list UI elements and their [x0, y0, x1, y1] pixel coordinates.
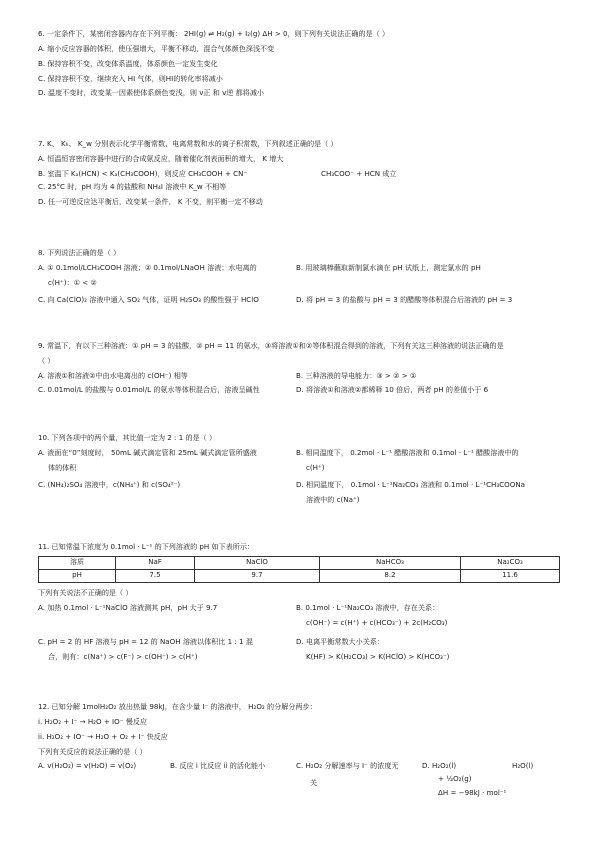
question-10-stem: 10. 下列各项中的两个量，其比值一定为 2 : 1 的是（ ） — [38, 433, 217, 442]
ph-table-value-row — [39, 569, 560, 582]
question-11-option-c[interactable] — [38, 638, 253, 662]
question-7 — [38, 140, 560, 206]
question-7-option-a[interactable]: A. 恒温恒容密闭容器中进行的合成氨反应，随着催化剂表面积的增大， K 增大 — [38, 153, 284, 163]
ph-table-cell: NaF — [116, 556, 195, 569]
question-10-option-d[interactable] — [296, 481, 525, 505]
question-11-option-c-line1: C. pH = 2 的 HF 溶液与 pH = 12 的 NaOH 溶液以体积比 1 : 1 混 — [38, 636, 253, 646]
question-11-option-d[interactable] — [296, 638, 449, 662]
question-6-option-d[interactable]: D. 温度不变时，改变某一因素使体系颜色变浅，则 v正 和 v逆 都将减小 — [38, 88, 265, 98]
ph-table-cell: 溶质 — [39, 556, 116, 569]
question-12-option-c-line1: C. H₂O₂ 分解速率与 I⁻ 的浓度无 — [296, 761, 399, 771]
question-12-stem: 12. 已知分解 1molH₂O₂ 放出热量 98kJ，在含少量 I⁻ 的溶液中， H₂O₂ 的分解分两步： — [38, 702, 317, 711]
question-11-option-a[interactable]: A. 加热 0.1mol · L⁻¹NaClO 溶液测其 pH，pH 大于 9.7 — [38, 602, 218, 612]
question-12-option-d-line3: ΔH = −98kJ · mol⁻¹ — [438, 788, 507, 798]
question-12-step-2: ii. H₂O₂ + IO⁻ → H₂O + O₂ + I⁻ 快反应 — [38, 731, 168, 741]
question-10-option-a-line1: A. 液面在“0”刻度时， 50mL 碱式滴定管和 25mL 碱式滴定管所盛液 — [38, 447, 257, 457]
question-10-option-b[interactable] — [296, 449, 519, 473]
ph-table-cell: NaClO — [195, 556, 320, 569]
question-12-option-b[interactable]: B. 反应 i 比反应 ii 的活化能小 — [170, 761, 266, 771]
question-8 — [38, 249, 560, 308]
question-8-option-a[interactable] — [38, 264, 257, 288]
question-8-option-a-line2: c(H⁺)：① < ② — [48, 277, 97, 287]
question-7-stem: 7. K、 Kₕ、 K_w 分别表示化学平衡常数、电离常数和水的离子积常数，下列叙述正确的是（ ） — [38, 139, 338, 148]
question-10-option-a[interactable] — [38, 449, 257, 473]
question-12 — [38, 703, 560, 822]
ph-table-cell: pH — [39, 569, 116, 582]
question-8-row-ab — [38, 264, 560, 294]
ph-table-cell: 8.2 — [320, 569, 461, 582]
question-12-option-d-line1 — [422, 762, 560, 772]
question-9-row-cd — [38, 386, 560, 398]
question-7-option-b-left: B. 室温下 Kₐ(HCN) < Kₐ(CH₃COOH)，则反应 CH₃COOH + CN⁻ — [38, 168, 248, 178]
ph-table-cell: Na₂CO₃ — [461, 556, 560, 569]
question-6-option-b[interactable]: B. 保持容积不变，改变体系温度，体系颜色一定发生变化 — [38, 58, 218, 68]
question-11-row-ab — [38, 604, 560, 634]
question-12-ask: 下列有关反应的说法正确的是（ ） — [38, 746, 147, 756]
question-7-option-b[interactable] — [38, 170, 560, 182]
question-8-stem: 8. 下列说法正确的是（ ） — [38, 248, 121, 257]
question-12-option-a[interactable]: A. v(H₂O₂) = v(H₂O) = v(O₂) — [38, 761, 137, 771]
question-12-option-d-line2: + ½O₂(g) — [438, 774, 472, 784]
question-11-option-b-line2: c(OH⁻) = c(H⁺) + c(HCO₃⁻) + 2c(H₂CO₃) — [306, 617, 448, 627]
question-6 — [38, 30, 560, 98]
question-7-option-c[interactable]: C. 25°C 时，pH 均为 4 的盐酸和 NH₄I 溶液中 K_w 不相等 — [38, 181, 227, 191]
ph-table-cell: 11.6 — [461, 569, 560, 582]
question-11-option-d-line2: K(HF) > K(H₂CO₃) > K(HClO) > K(HCO₃⁻) — [306, 651, 450, 661]
question-6-option-c[interactable]: C. 保持容积不变，继续充入 HI 气体，则HI的转化率将减小 — [38, 73, 223, 83]
question-11-ask: 下列有关说法不正确的是（ ） — [38, 587, 133, 597]
question-9-stem: 9. 常温下，有以下三种溶液：① pH = 3 的盐酸，② pH = 11 的氨水，③将溶液①和②等体积混合得到的溶液，下列有关这三种溶液的说法正确的是 — [38, 341, 504, 350]
question-11-row-cd — [38, 638, 560, 668]
question-8-option-a-line1: A. ① 0.1mol/LCH₃COOH 溶液；② 0.1mol/LNaOH 溶液；水电离的 — [38, 262, 257, 272]
question-7-option-b-right: CH₃COO⁻ + HCN 成立 — [321, 168, 397, 178]
question-6-option-a[interactable]: A. 缩小反应容器的体积，使压强增大，平衡不移动，混合气体颜色深浅不变 — [38, 43, 275, 53]
ph-table — [38, 556, 560, 583]
ph-table-cell: NaHCO₃ — [320, 556, 461, 569]
question-9-option-b[interactable]: B. 三种溶液的导电能力：③ > ② > ① — [296, 370, 417, 380]
question-11-option-b-line1: B. 0.1mol · L⁻¹Na₂CO₃ 溶液中，存在关系： — [296, 602, 440, 612]
question-8-option-c[interactable]: C. 向 Ca(ClO)₂ 溶液中通入 SO₂ 气体，证明 H₂SO₃ 的酸性强于 HClO — [38, 294, 259, 304]
question-12-step-1: i. H₂O₂ + I⁻ → H₂O + IO⁻ 慢反应 — [38, 716, 148, 726]
question-9-option-d[interactable]: D. 将溶液①和溶液②都稀释 10 倍后，两者 pH 的差值小于 6 — [296, 384, 489, 394]
question-10-option-d-line2: 溶液中的 c(Na⁺) — [306, 494, 360, 504]
question-12-option-d-product: H₂O(l) — [512, 761, 534, 771]
question-12-option-c-line2: 关 — [310, 778, 318, 788]
question-12-option-d[interactable] — [422, 762, 560, 798]
question-8-option-d[interactable]: D. 将 pH = 3 的盐酸与 pH = 3 的醋酸等体积混合后溶液的 pH = 3 — [296, 294, 513, 304]
ph-table-cell: 7.5 — [116, 569, 195, 582]
question-7-option-d[interactable]: D. 任一可逆反应达平衡后，改变某一条件， K 不变，则平衡一定不移动 — [38, 196, 263, 206]
question-10-row-cd — [38, 481, 560, 511]
ph-table-header-row — [39, 556, 560, 569]
question-10 — [38, 434, 560, 511]
question-12-options — [38, 762, 560, 822]
question-11 — [38, 543, 560, 668]
question-11-option-b[interactable] — [296, 604, 447, 628]
question-10-row-ab — [38, 449, 560, 479]
question-9-option-a[interactable]: A. 溶液①和溶液②中由水电离出的 c(OH⁻) 相等 — [38, 370, 188, 380]
question-11-option-c-line2: 合，则有：c(Na⁺) > c(F⁻) > c(OH⁻) > c(H⁺) — [48, 651, 198, 661]
question-10-option-b-line2: c(H⁺) — [306, 462, 325, 472]
question-6-stem: 6. 一定条件下，某密闭容器内存在下列平衡： 2HI(g) ⇌ H₂(g) + I₂(g) ΔH > 0，则下列有关说法正确的是（ ） — [38, 29, 390, 38]
question-9-row-ab — [38, 372, 560, 384]
question-9-stem-paren: （ ） — [38, 355, 55, 365]
question-12-option-d-reactant: D. H₂O₂(l) — [422, 761, 457, 771]
question-10-option-c[interactable]: C. (NH₄)₂SO₄ 溶液中，c(NH₄⁺) 和 c(SO₄²⁻) — [38, 479, 181, 489]
ph-table-cell: 9.7 — [195, 569, 320, 582]
question-10-option-a-line2: 体的体积 — [48, 462, 77, 472]
question-8-option-b[interactable]: B. 用玻璃棒蘸取新制氯水滴在 pH 试纸上，测定氯水的 pH — [296, 262, 481, 272]
question-10-option-b-line1: B. 相同温度下， 0.2mol · L⁻¹ 醋酸溶液和 0.1mol · L⁻¹ 醋酸溶液中的 — [296, 447, 519, 457]
question-9 — [38, 342, 560, 398]
question-11-stem: 11. 已知常温下浓度为 0.1mol · L⁻¹ 的下列溶液的 pH 如下表所示： — [38, 542, 255, 551]
question-9-option-c[interactable]: C. 0.01mol/L 的盐酸与 0.01mol/L 的氨水等体积混合后，溶液呈碱性 — [38, 384, 260, 394]
question-8-row-cd — [38, 296, 560, 308]
question-10-option-d-line1: D. 相同温度下， 0.1mol · L⁻¹Na₂CO₃ 溶液和 0.1mol · L⁻¹CH₃COONa — [296, 479, 525, 489]
question-12-option-c[interactable] — [296, 762, 399, 788]
question-11-option-d-line1: D. 电离平衡常数大小关系： — [296, 636, 385, 646]
